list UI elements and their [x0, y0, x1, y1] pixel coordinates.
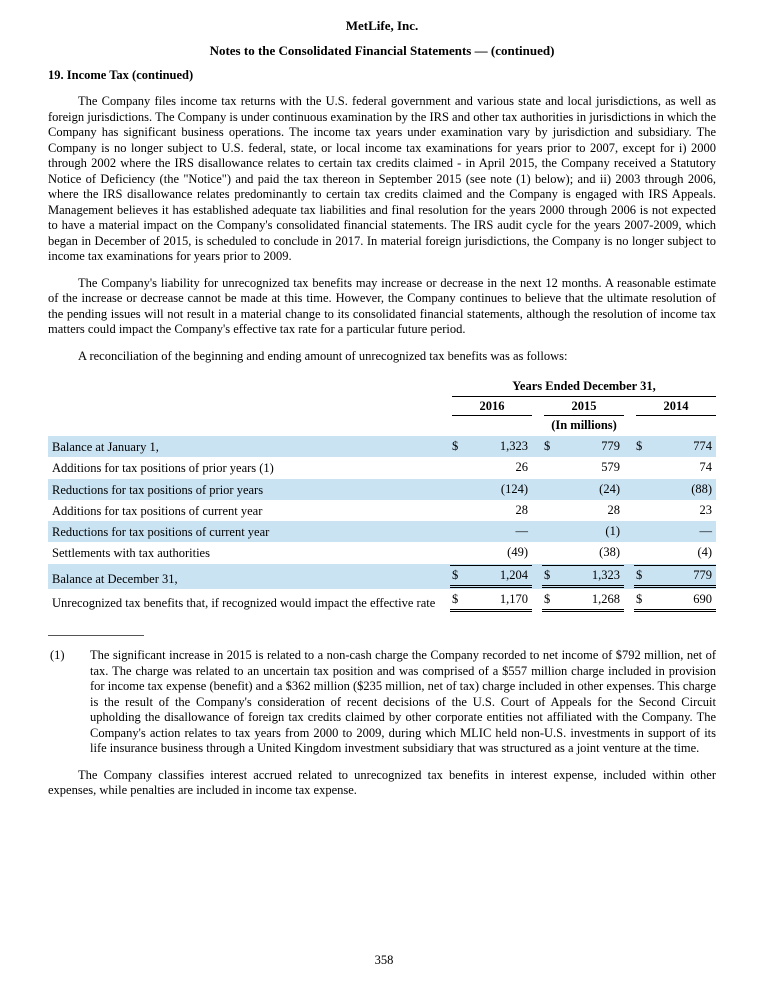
table-row — [48, 521, 716, 542]
company-title: MetLife, Inc. — [345, 18, 419, 33]
cell-value: 23 — [699, 502, 713, 517]
cell-value: — — [699, 524, 713, 538]
footnote-1 — [48, 648, 716, 757]
cell-value: (49) — [507, 545, 528, 560]
footnote-divider — [48, 635, 144, 636]
row-label: Additions for tax positions of prior years (1) — [52, 461, 274, 476]
cell-value: 1,323 — [591, 567, 620, 582]
cell-value: 1,170 — [499, 591, 528, 606]
footnote-marker: (1) — [50, 648, 65, 662]
section-heading: 19. Income Tax (continued) — [48, 68, 194, 82]
currency-symbol: $ — [636, 567, 643, 582]
currency-symbol: $ — [636, 591, 643, 606]
cell-value: 26 — [515, 460, 528, 475]
row-label: Reductions for tax positions of current year — [52, 525, 270, 539]
currency-symbol: $ — [452, 439, 459, 453]
table-row — [48, 479, 716, 500]
currency-symbol: $ — [452, 591, 459, 606]
footnote-text: The significant increase in 2015 is related to a non-cash charge the Company recorded to net income of $792 million, net of tax. The charge was related to an uncertain tax position and was comprised of a $557 million charge included in provision for income tax expense (benefit) and a $362 million ($235 million, net of tax) charge included in other expenses. This charge is the result of the Company's consideration of recent decisions of the U.S. Court of Appeals for the Second Circuit upholding the disallowance of foreign tax credits claimed by other corporate entities not affiliated with the Company. The Company's action relates to tax years from 2000 to 2009, during which MLIC held non-U.S. investments in support of its life insurance business through a United Kingdom investment subsidiary that was structured as a joint venture at the time. — [90, 648, 716, 755]
cell-value: 779 — [601, 439, 620, 453]
table-row-total — [48, 564, 716, 589]
currency-symbol: $ — [544, 439, 551, 453]
cell-value: 579 — [601, 460, 620, 475]
year-column-2015: 2015 — [544, 397, 624, 416]
cell-value: 1,204 — [499, 567, 528, 582]
document-header — [48, 18, 716, 59]
cell-value: 1,268 — [591, 591, 620, 606]
cell-value: (24) — [599, 481, 620, 496]
year-column-2016: 2016 — [452, 397, 532, 416]
row-label: Balance at January 1, — [52, 440, 159, 454]
row-label: Reductions for tax positions of prior years — [52, 482, 264, 497]
cell-value: 774 — [693, 439, 713, 453]
table-units-row — [48, 416, 716, 436]
currency-symbol: $ — [636, 439, 643, 453]
cell-value: — — [515, 524, 528, 538]
page-number: 358 — [374, 953, 394, 967]
row-label: Settlements with tax authorities — [52, 546, 210, 561]
table-title: Years Ended December 31, — [452, 379, 716, 397]
cell-value: 74 — [699, 460, 713, 475]
cell-value: (1) — [605, 524, 620, 538]
cell-value: 690 — [693, 591, 713, 606]
cell-value: 28 — [607, 502, 620, 517]
table-row — [48, 500, 716, 521]
table-row-effective-rate — [48, 589, 716, 613]
cell-value: 1,323 — [499, 439, 528, 453]
cell-value: 28 — [515, 502, 528, 517]
table-row — [48, 542, 716, 563]
cell-value: 779 — [693, 567, 713, 582]
table-row — [48, 436, 716, 457]
cell-value: (88) — [691, 481, 713, 496]
row-label: Additions for tax positions of current year — [52, 503, 263, 518]
table-row — [48, 457, 716, 478]
paragraph-liability: The Company's liability for unrecognized tax benefits may increase or decrease in the next 12 months. A reasonable estimate of the increase or decrease cannot be made at this time. However, the Company continues to believe that the ultimate resolution of the pending issues will not result in a material change to its consolidated financial statements, although the resolution of income tax matters could impact the Company's effective tax rate for a particular future period. — [48, 275, 716, 336]
paragraph-closing: The Company classifies interest accrued related to unrecognized tax benefits in interest expense, included within other expenses, while penalties are included in income tax expense. — [48, 767, 716, 797]
table-year-row — [48, 397, 716, 416]
currency-symbol: $ — [544, 567, 551, 582]
cell-value: (4) — [697, 545, 713, 560]
cell-value: (38) — [599, 545, 620, 560]
units-label: (In millions) — [551, 418, 617, 432]
document-subtitle: Notes to the Consolidated Financial Statements — (continued) — [209, 43, 555, 58]
table-section — [48, 379, 716, 613]
unrecognized-tax-benefits-table — [48, 379, 716, 613]
row-label: Balance at December 31, — [52, 571, 178, 586]
row-label: Unrecognized tax benefits that, if recognized would impact the effective rate — [52, 595, 436, 610]
year-column-2014: 2014 — [636, 397, 716, 416]
cell-value: (124) — [500, 481, 528, 496]
currency-symbol: $ — [544, 591, 551, 606]
table-title-row — [48, 379, 716, 397]
paragraph-reconciliation-intro: A reconciliation of the beginning and ending amount of unrecognized tax benefits was as follows: — [78, 348, 568, 363]
currency-symbol: $ — [452, 567, 459, 582]
paragraph-tax-returns: The Company files income tax returns with the U.S. federal government and various state and local jurisdictions, as well as foreign jurisdictions. The Company is under continuous examination by the IRS and other tax authorities in jurisdictions in which the Company has significant business operations. The income tax years under examination vary by jurisdiction and subsidiary. The Company is no longer subject to U.S. federal, state, or local income tax examinations for years prior to 2007, except for i) 2000 through 2002 where the IRS disallowance relates to certain tax credits claimed - in April 2015, the Company received a Statutory Notice of Deficiency (the "Notice") and paid the tax thereon in September 2015 (see note (1) below); and ii) 2003 through 2006, where the IRS disallowance relates predominantly to certain tax credits claimed and the Company is engaged with IRS Appeals. Management believes it has established adequate tax liabilities and final resolution for the years 2000 through 2006 is not expected to have a material impact on the Company's consolidated financial statements. The IRS audit cycle for the years 2007-2009, which began in December of 2015, is scheduled to conclude in 2017. In material foreign jurisdictions, the Company is no longer subject to income tax examinations for years prior to 2009. — [48, 94, 716, 263]
